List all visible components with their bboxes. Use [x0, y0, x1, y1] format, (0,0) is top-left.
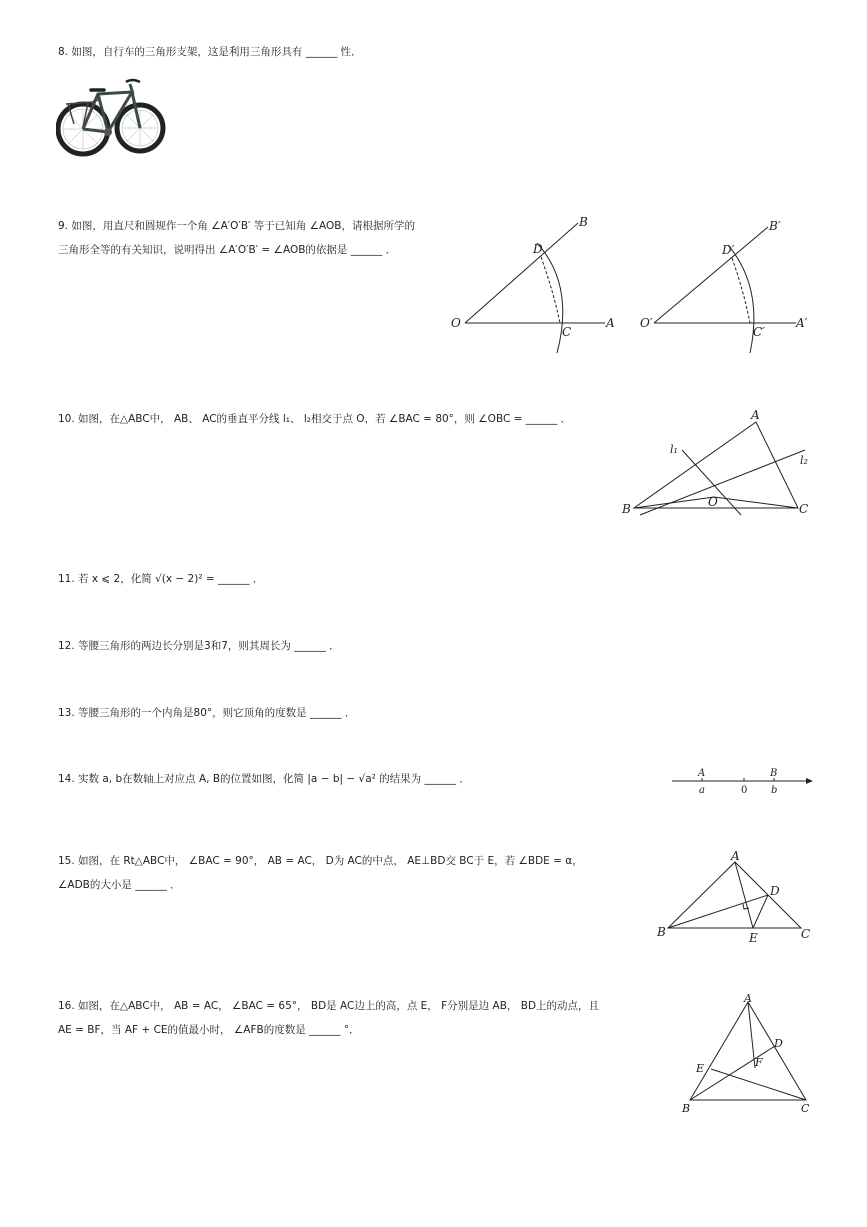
label-a: a — [699, 785, 705, 796]
label-c-prime: C′ — [753, 325, 765, 339]
label-b: B — [579, 215, 588, 229]
figure-9-angle-aob — [445, 205, 625, 360]
label-c: C — [562, 325, 572, 339]
figure-15-rt-triangle — [655, 848, 815, 948]
label-d: D — [770, 884, 780, 898]
label-a-prime: A′ — [796, 316, 808, 330]
label-b-prime: B′ — [769, 219, 781, 233]
label-b: B — [657, 925, 666, 939]
question-16-line1: 16. 如图，在△ABC中， AB = AC， ∠BAC = 65°， BD是 AC边上的高，点 E， F分别是边 AB， BD上的动点，且 — [58, 1000, 600, 1012]
label-d-prime: D′ — [722, 243, 735, 257]
label-a: A — [606, 316, 615, 330]
question-15-line1: 15. 如图，在 Rt△ABC中， ∠BAC = 90°， AB = AC， D为 AC的中点， AE⊥BD交 BC于 E，若 ∠BDE = α， — [58, 855, 583, 867]
question-13: 13. 等腰三角形的一个内角是80°，则它顶角的度数是 ______ ． — [58, 707, 356, 719]
label-o: O — [708, 495, 718, 509]
figure-9-angle-aob-prime — [636, 210, 816, 360]
question-16-line2: AE = BF，当 AF + CE的值最小时， ∠AFB的度数是 ______ °． — [58, 1024, 360, 1036]
question-10: 10. 如图，在△ABC中， AB、 AC的垂直平分线 l₁、 l₂相交于点 O，若 ∠BAC = 80°，则 ∠OBC = ______ ． — [58, 413, 572, 425]
label-d: D — [533, 242, 543, 256]
label-zero: 0 — [741, 785, 748, 796]
label-A: A — [698, 768, 706, 779]
label-e: E — [696, 1062, 705, 1075]
figure-10-triangle-abc — [620, 400, 820, 525]
label-e: E — [749, 931, 758, 945]
label-l2: l₂ — [800, 454, 808, 467]
label-c: C — [801, 927, 811, 941]
question-15-line2: ∠ADB的大小是 ______ ． — [58, 879, 181, 891]
question-11: 11. 若 x ⩽ 2，化简 √(x − 2)² = ______ ． — [58, 573, 264, 585]
label-a: A — [731, 849, 740, 863]
label-b: b — [771, 785, 778, 796]
question-8: 8. 如图，自行车的三角形支架，这是利用三角形具有 ______ 性． — [58, 46, 362, 58]
question-12: 12. 等腰三角形的两边长分别是3和7，则其周长为 ______ ． — [58, 640, 340, 652]
label-b: B — [622, 502, 631, 516]
label-c: C — [801, 1102, 810, 1115]
question-14: 14. 实数 a, b在数轴上对应点 A, B的位置如图，化简 |a − b| − √a² 的结果为 ______ ． — [58, 773, 470, 785]
label-a: A — [744, 992, 752, 1005]
label-c: C — [799, 502, 809, 516]
label-d: D — [774, 1037, 783, 1050]
label-l1: l₁ — [670, 443, 678, 456]
label-o-prime: O′ — [640, 316, 653, 330]
figure-14-number-line — [670, 765, 815, 797]
question-9-line2: 三角形全等的有关知识，说明得出 ∠A′O′B′ = ∠AOB的依据是 ______ ． — [58, 244, 397, 256]
bicycle-image — [56, 72, 166, 162]
label-f: F — [755, 1056, 763, 1069]
label-a: A — [751, 408, 760, 422]
label-b: B — [682, 1102, 691, 1115]
figure-16-triangle-abc — [680, 990, 820, 1120]
label-B: B — [770, 768, 778, 779]
question-9-line1: 9. 如图，用直尺和圆规作一个角 ∠A′O′B′ 等于已知角 ∠AOB，请根据所学的 — [58, 220, 415, 232]
label-o: O — [451, 316, 461, 330]
